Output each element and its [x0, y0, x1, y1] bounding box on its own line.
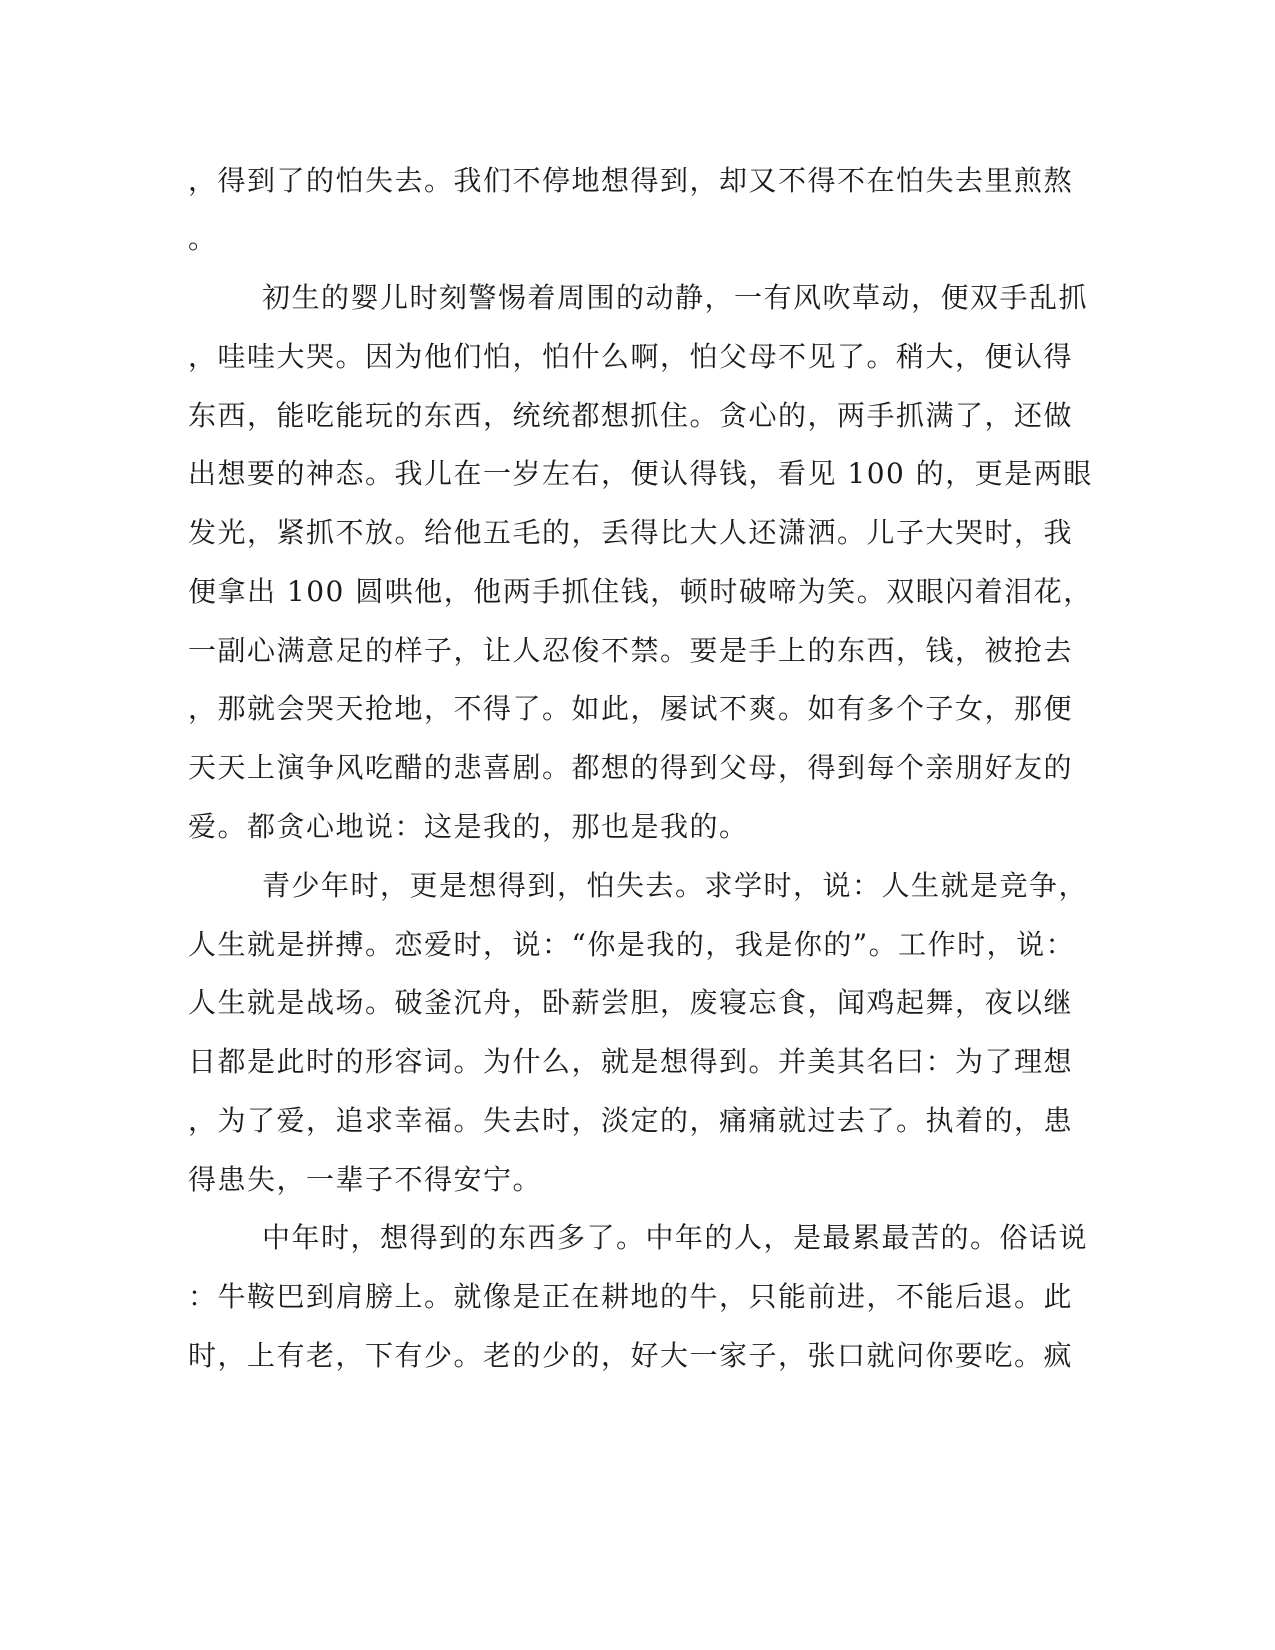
text-line: 一副心满意足的样子，让人忍俊不禁。要是手上的东西，钱，被抢去 [188, 634, 1074, 667]
text-line: 爱。都贪心地说：这是我的，那也是我的。 [188, 810, 749, 843]
text-line: 得患失，一辈子不得安宁。 [188, 1163, 543, 1196]
paragraph-first-line: 青少年时，更是想得到，怕失去。求学时，说：人生就是竞争， [262, 869, 1089, 902]
paragraph-first-line: 中年时，想得到的东西多了。中年的人，是最累最苦的。俗话说 [262, 1221, 1089, 1254]
text-line: ，为了爱，追求幸福。失去时，淡定的，痛痛就过去了。执着的，患 [188, 1104, 1074, 1137]
text-line: 天天上演争风吃醋的悲喜剧。都想的得到父母，得到每个亲朋好友的 [188, 751, 1074, 784]
text-line: 东西，能吃能玩的东西，统统都想抓住。贪心的，两手抓满了，还做 [188, 399, 1074, 432]
text-line: ，哇哇大哭。因为他们怕，怕什么啊，怕父母不见了。稍大，便认得 [188, 340, 1074, 373]
text-line: 时，上有老，下有少。老的少的，好大一家子，张口就问你要吃。疯 [188, 1339, 1074, 1372]
text-line: 人生就是拼搏。恋爱时，说：“你是我的，我是你的”。工作时，说： [188, 928, 1076, 961]
text-line: ：牛鞍巴到肩膀上。就像是正在耕地的牛，只能前进，不能后退。此 [188, 1280, 1074, 1313]
paragraph-first-line: 初生的婴儿时刻警惕着周围的动静，一有风吹草动，便双手乱抓 [262, 281, 1089, 314]
text-line: ，那就会哭天抢地，不得了。如此，屡试不爽。如有多个子女，那便 [188, 692, 1074, 725]
text-line: 。 [188, 222, 218, 255]
text-line: 便拿出 100 圆哄他，他两手抓住钱，顿时破啼为笑。双眼闪着泪花， [188, 575, 1093, 608]
text-line: 出想要的神态。我儿在一岁左右，便认得钱，看见 100 的，更是两眼 [188, 457, 1093, 490]
text-line: 日都是此时的形容词。为什么，就是想得到。并美其名曰：为了理想 [188, 1045, 1074, 1078]
text-line: 发光，紧抓不放。给他五毛的，丢得比大人还潇洒。儿子大哭时，我 [188, 516, 1074, 549]
text-line: ，得到了的怕失去。我们不停地想得到，却又不得不在怕失去里煎熬 [188, 164, 1074, 197]
text-line: 人生就是战场。破釜沉舟，卧薪尝胆，废寝忘食，闻鸡起舞，夜以继 [188, 986, 1074, 1019]
